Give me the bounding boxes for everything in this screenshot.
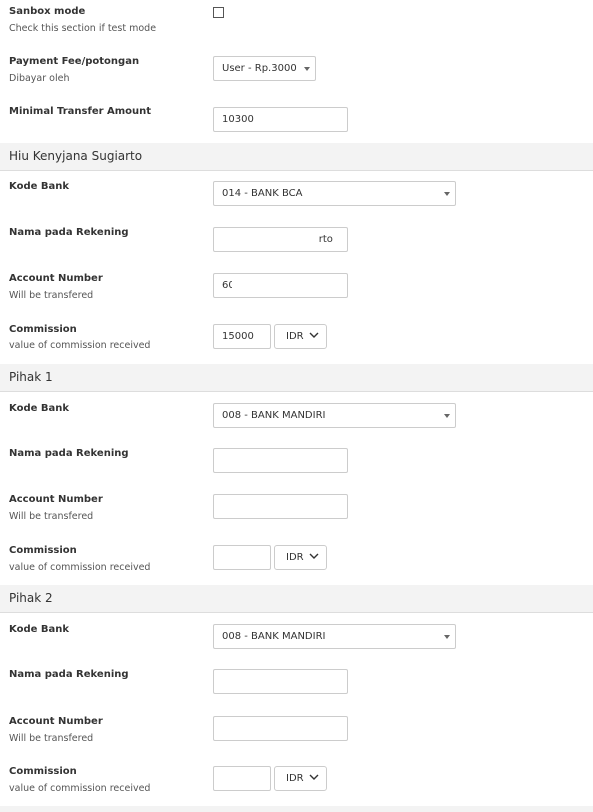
caret-down-icon [444, 414, 450, 418]
account-name-label: Nama pada Rekening [9, 448, 129, 459]
chevron-down-icon [309, 551, 319, 561]
min-transfer-label: Minimal Transfer Amount [9, 106, 152, 117]
account-number-help: Will be transfered [9, 733, 94, 744]
account-name-input[interactable] [213, 448, 348, 473]
sandbox-checkbox[interactable] [213, 7, 224, 18]
section-title: Hiu Kenyjana Sugiarto [9, 149, 143, 163]
commission-label: Commission [9, 545, 77, 556]
commission-help: value of commission received [9, 340, 151, 351]
commission-input[interactable] [213, 545, 271, 570]
commission-label: Commission [9, 766, 77, 777]
payment-fee-select[interactable] [213, 56, 316, 81]
account-name-label: Nama pada Rekening [9, 227, 129, 238]
redaction-mask [232, 279, 292, 292]
currency-selected: IDR [286, 773, 304, 784]
bank-select[interactable] [213, 624, 456, 649]
bank-selected: 008 - BANK MANDIRI [222, 631, 326, 642]
commission-help: value of commission received [9, 562, 151, 573]
currency-selected: IDR [286, 552, 304, 563]
bottom-strip [0, 806, 593, 812]
currency-select[interactable] [274, 766, 327, 791]
section-header-2 [0, 585, 593, 613]
bank-selected: 014 - BANK BCA [222, 188, 303, 199]
commission-help: value of commission received [9, 783, 151, 794]
sandbox-help: Check this section if test mode [9, 23, 157, 34]
bank-selected: 008 - BANK MANDIRI [222, 410, 326, 421]
payment-fee-help: Dibayar oleh [9, 73, 70, 84]
section-header-1 [0, 364, 593, 392]
bank-label: Kode Bank [9, 181, 70, 192]
account-number-input[interactable] [213, 494, 348, 519]
account-number-label: Account Number [9, 716, 103, 727]
commission-input[interactable] [213, 766, 271, 791]
account-number-label: Account Number [9, 494, 103, 505]
currency-select[interactable] [274, 324, 327, 349]
account-number-help: Will be transfered [9, 511, 94, 522]
caret-down-icon [444, 635, 450, 639]
sandbox-label: Sanbox mode [9, 6, 86, 17]
bank-select[interactable] [213, 181, 456, 206]
bank-label: Kode Bank [9, 403, 70, 414]
bank-select[interactable] [213, 403, 456, 428]
section-header-0 [0, 143, 593, 171]
min-transfer-input[interactable] [213, 107, 348, 132]
account-name-input[interactable] [213, 669, 348, 694]
payment-fee-selected: User - Rp.3000 [222, 63, 297, 74]
commission-label: Commission [9, 324, 77, 335]
redaction-mask [222, 233, 318, 246]
commission-input[interactable] [213, 324, 271, 349]
section-title: Pihak 2 [9, 591, 53, 605]
section-title: Pihak 1 [9, 370, 53, 384]
caret-down-icon [304, 67, 310, 71]
currency-selected: IDR [286, 331, 304, 342]
account-number-help: Will be transfered [9, 290, 94, 301]
account-number-input[interactable] [213, 716, 348, 741]
account-name-label: Nama pada Rekening [9, 669, 129, 680]
bank-label: Kode Bank [9, 624, 70, 635]
chevron-down-icon [309, 772, 319, 782]
caret-down-icon [444, 192, 450, 196]
currency-select[interactable] [274, 545, 327, 570]
payment-fee-label: Payment Fee/potongan [9, 56, 140, 67]
chevron-down-icon [309, 330, 319, 340]
account-number-label: Account Number [9, 273, 103, 284]
